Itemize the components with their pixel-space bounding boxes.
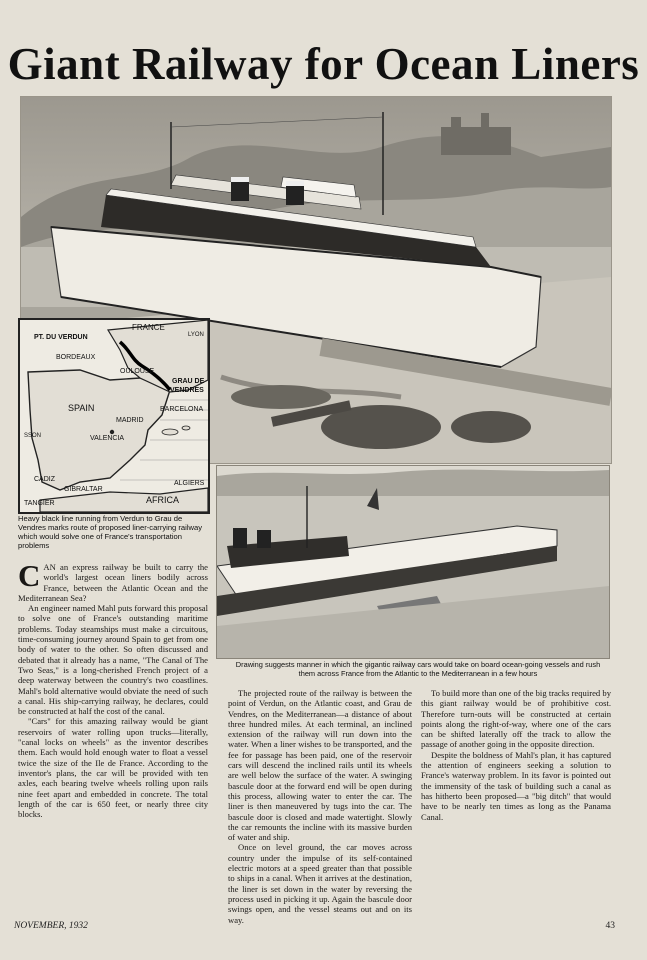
- route-map: [18, 318, 210, 514]
- map-label-cadiz: CADIZ: [34, 476, 55, 483]
- paragraph-4: The projected route of the railway is between the point of Verdun, on the Atlantic coast, and Grau de Vendres, on the Mediterranean—a distance of about three hundred miles. At each terminal, an inclined extension of the railway will run down into the water. When a liner wishes to be transported, and the fee for passage has been paid, one of the reservoir cars will descend the inclined rails until its wheels are well below the surface of the water. A swinging bascule door at the forward end will be open during this process, allowing water to enter the car. The liner is then maneuvered by tugs into the car. The bascule door is closed and made watertight. Slowly the car remounts the incline with its massive burden of water and ship.: [228, 688, 412, 843]
- article-column-3: [421, 688, 611, 822]
- map-label-gibraltar: GIBRALTAR: [64, 486, 103, 493]
- map-label-barcelona: BARCELONA: [160, 406, 204, 413]
- map-label-algiers: ALGIERS: [174, 480, 205, 487]
- map-label-spain: SPAIN: [68, 403, 95, 413]
- illustration-caption: Drawing suggests manner in which the gigantic railway cars would take on board ocean-going vessels and rush them across France from the Atlantic to the Mediterranean in a few hours: [235, 660, 601, 678]
- paragraph-5: Once on level ground, the car moves across country under the impulse of its self-contained electric motors at a speed greater than that possible to ships in a canal. When it arrives at the destination, the liner is set down in the water by reversing the process used in picking it up. Again the bascule door swings open, and the vessel steams out and on its way.: [228, 842, 412, 925]
- map-caption: Heavy black line running from Verdun to Grau de Vendres marks route of proposed liner-carrying railway which would solve one of France's transportation problems: [18, 514, 203, 550]
- map-label-bordeaux: BORDEAUX: [56, 354, 96, 361]
- article-title: Giant Railway for Ocean Liners: [7, 39, 640, 89]
- paragraph-2: An engineer named Mahl puts forward this proposal to solve one of France's outstanding maritime problems. Today steamships must make a circuitous, time-consuming journey around Spain to get from one body of water to the other. So often discussed and debated that it already has a name, "The Canal of The Two Seas," is a long-cherished French project of a deep waterway between the country's two coastlines. Mahl's bold alternative would obviate the need of such a canal. His ship-carrying railway, he declares, could be constructed at half the cost of the canal.: [18, 603, 208, 717]
- map-label-tangier: TANGIER: [24, 500, 55, 507]
- map-label-valencia: VALENCIA: [90, 435, 125, 442]
- paragraph-3: "Cars" for this amazing railway would be giant reservoirs of water rolling upon trucks—literally, "canal locks on wheels" as the inventor describes them. Each would hold enough water to float a vessel twice the size of the Ile de France. According to the inventor's plans, the car will be provided with ten axles, each bearing twelve wheels rolling upon rails nine feet apart and embedded in concrete. The total length of the car is 650 feet, or nearly three city blocks.: [18, 716, 208, 820]
- map-label-grau: GRAU DE: [172, 378, 205, 385]
- issue-date: NOVEMBER, 1932: [14, 921, 88, 931]
- loading-illustration: [216, 465, 610, 659]
- article-column-2: [228, 688, 412, 925]
- article-column-1: [18, 558, 208, 820]
- paragraph-1: AN an express railway be built to carry the world's largest ocean liners bodily across France, between the Atlantic Ocean and the Mediterranean Sea?: [18, 562, 208, 603]
- drop-cap: C: [18, 558, 41, 593]
- loading-drawing: [217, 466, 609, 658]
- map-label-africa: AFRICA: [146, 495, 180, 505]
- map-label-lisbon: SSON: [24, 433, 42, 439]
- map-label-vendres: VENDRES: [170, 387, 204, 394]
- paragraph-7: Despite the boldness of Mahl's plan, it has captured the attention of engineers seeking a solution to France's waterway problem. In its favor is pointed out the immensity of the task of building such a canal as has hitherto been proposed—a "big ditch" that would have to be nearly ten times as long as the Panama Canal.: [421, 749, 611, 822]
- map-label-madrid: MADRID: [116, 417, 144, 424]
- map-label-lyon: LYON: [188, 332, 204, 338]
- article-intro: [18, 558, 208, 603]
- map-label-toulouse: OULOUSE: [120, 368, 155, 375]
- paragraph-6: To build more than one of the big tracks required by this giant railway would be of prohibitive cost. Therefore turn-outs will be constructed at certain points along the right-of-way, where one of the cars can be shifted laterally off the track to allow the passage of another going in the opposite direction.: [421, 688, 611, 750]
- map-label-france: FRANCE: [132, 323, 165, 332]
- map-label-pt-du-verdun: PT. DU VERDUN: [34, 334, 88, 341]
- page-number: 43: [605, 921, 615, 931]
